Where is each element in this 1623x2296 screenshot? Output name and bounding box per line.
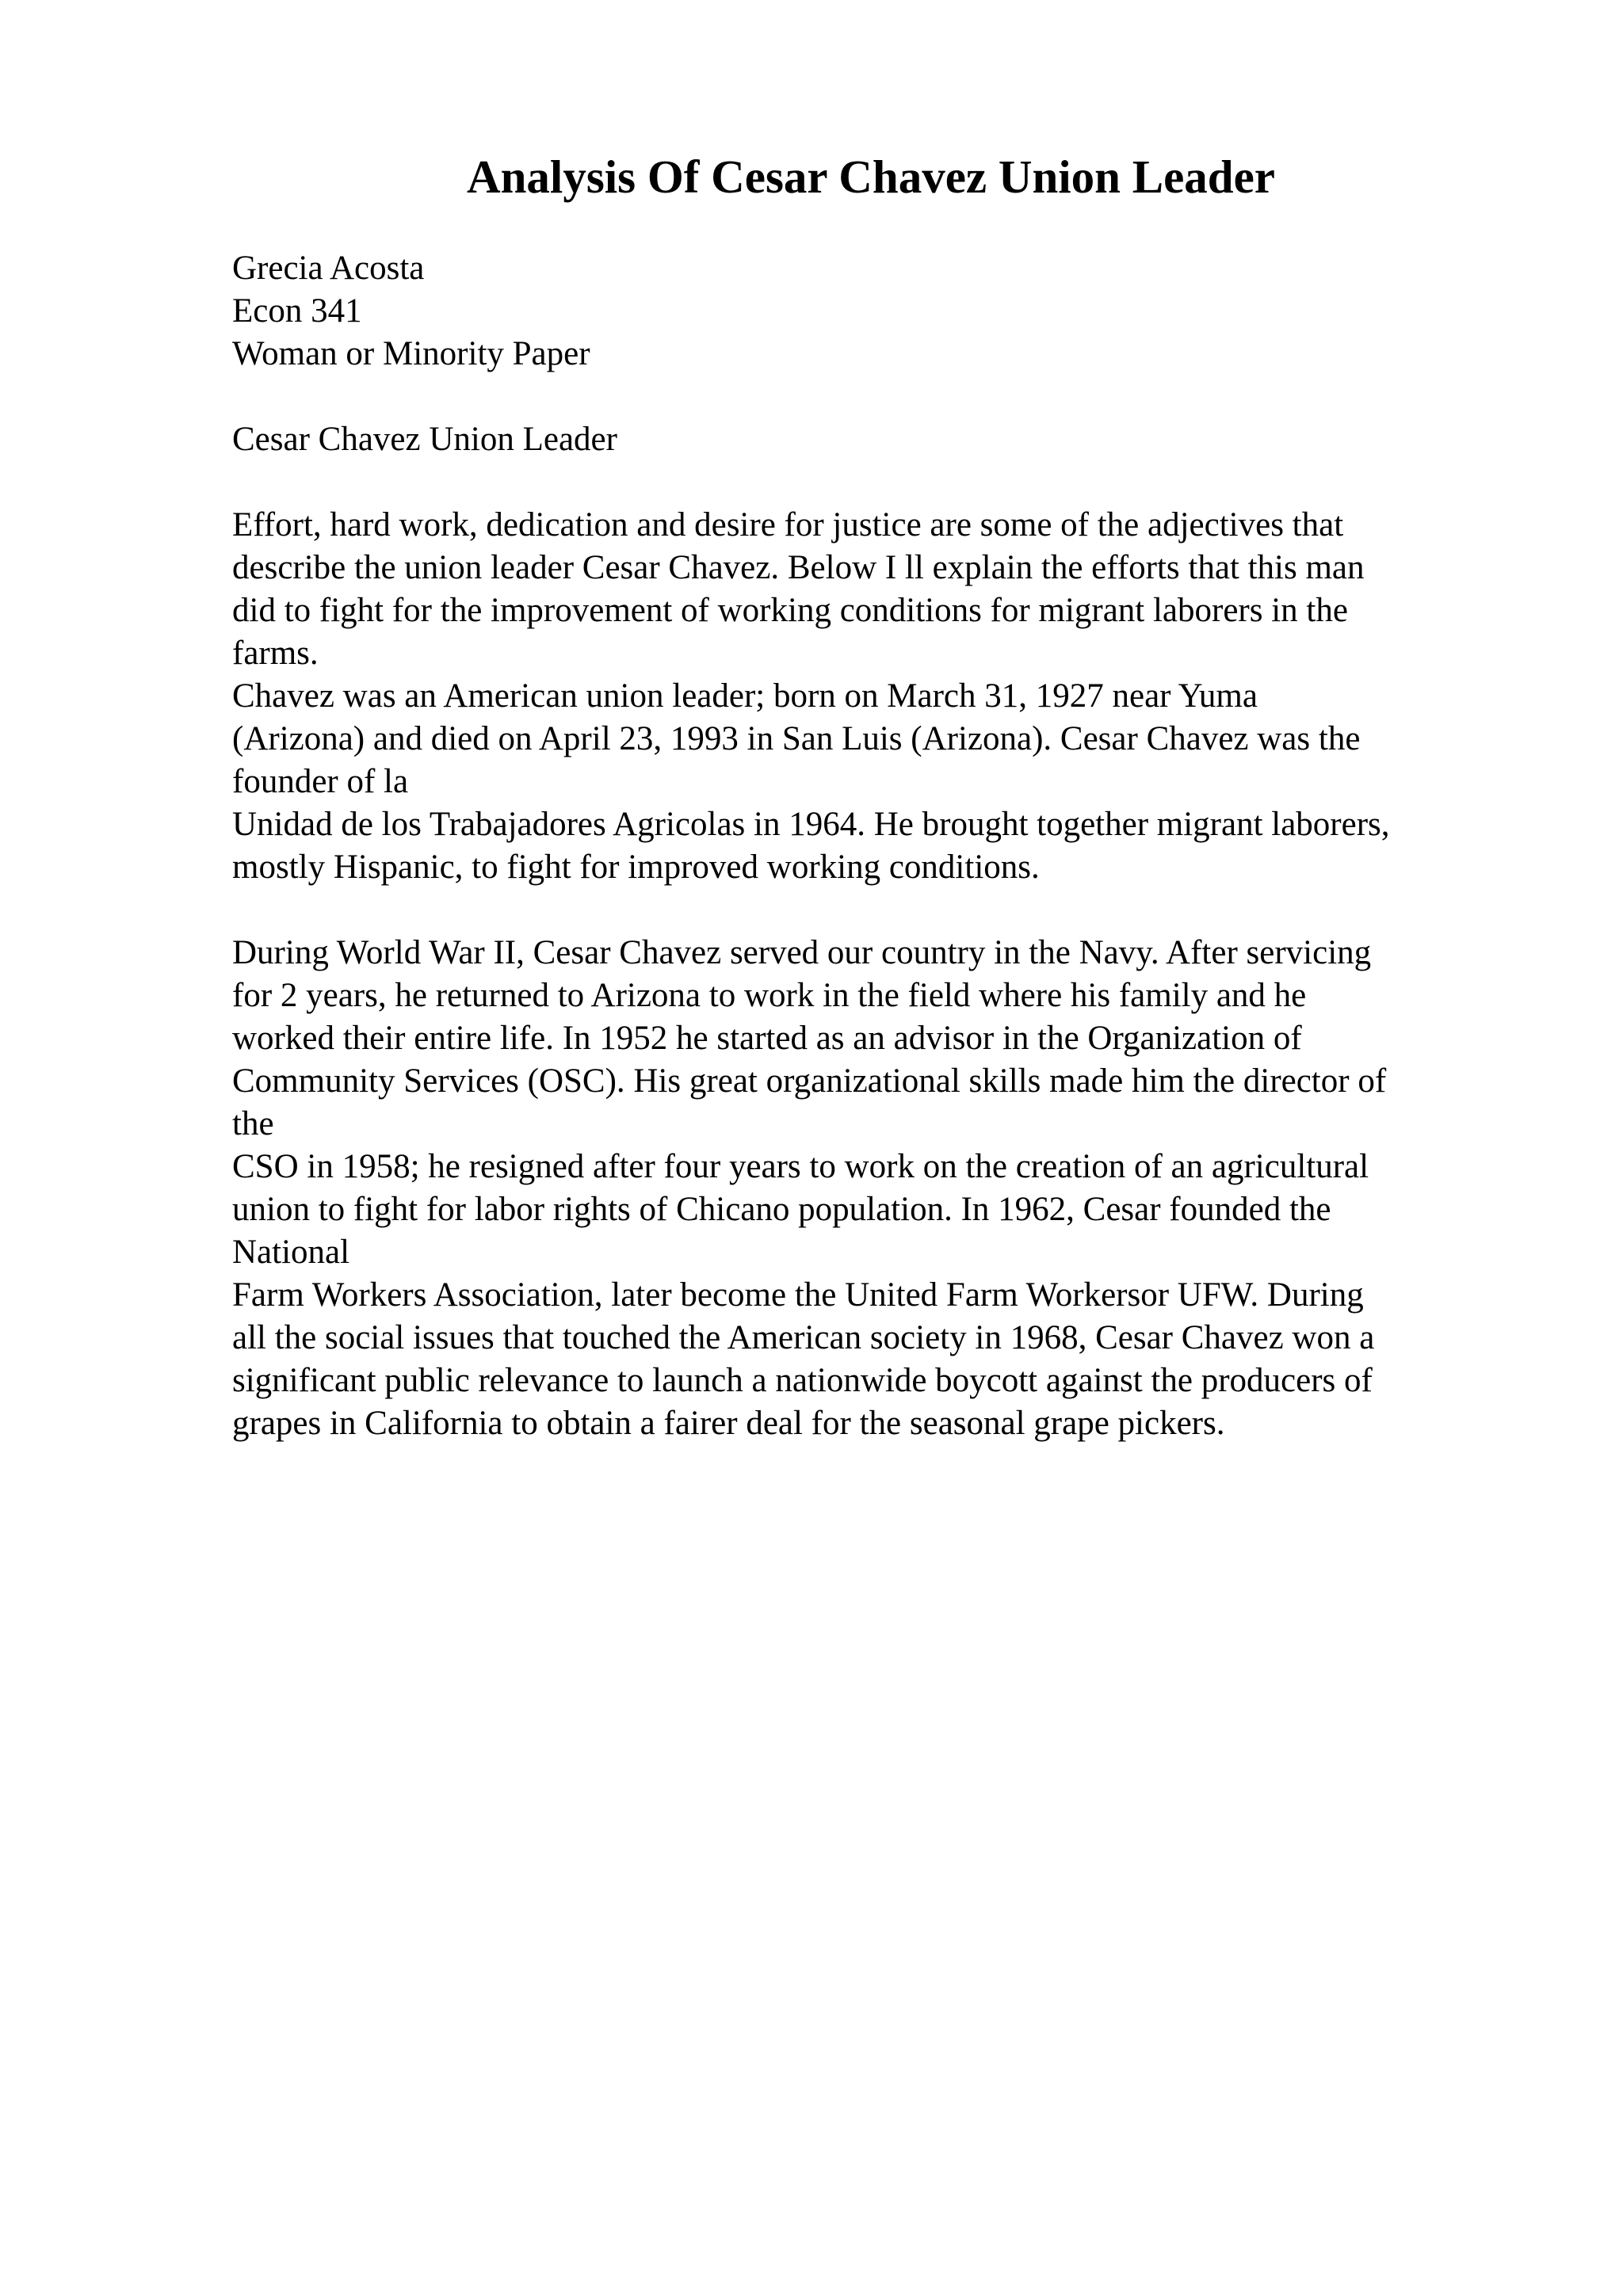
author-name: Grecia Acosta (232, 250, 425, 287)
paragraph-line: Chavez was an American union leader; born on March 31, 1927 near Yuma (232, 677, 1258, 715)
paragraph-line: union to fight for labor rights of Chicano population. In 1962, Cesar founded the (232, 1191, 1331, 1228)
spacer (232, 889, 1516, 932)
paper-subtitle: Cesar Chavez Union Leader (232, 421, 617, 458)
paragraph-line: Unidad de los Trabajadores Agricolas in 1964. He brought together migrant laborers, (232, 806, 1390, 843)
paragraph-line: grapes in California to obtain a fairer deal for the seasonal grape pickers. (232, 1405, 1225, 1442)
document-title: Analysis Of Cesar Chavez Union Leader (467, 151, 1275, 203)
paragraph-line: worked their entire life. In 1952 he started as an advisor in the Organization of (232, 1020, 1302, 1057)
paragraph-line: did to fight for the improvement of working conditions for migrant laborers in the (232, 592, 1348, 629)
paragraph-1 (232, 504, 1516, 889)
paragraph-line: the (232, 1105, 274, 1142)
paragraph-line: for 2 years, he returned to Arizona to work in the field where his family and he (232, 977, 1307, 1014)
spacer (232, 461, 1516, 504)
paragraph-line: describe the union leader Cesar Chavez. Below I ll explain the efforts that this man (232, 549, 1365, 586)
paragraph-line: founder of la (232, 763, 409, 800)
paragraph-line: significant public relevance to launch a nationwide boycott against the producers of (232, 1362, 1373, 1399)
paragraph-line: CSO in 1958; he resigned after four years to work on the creation of an agricultural (232, 1148, 1369, 1185)
course-name: Econ 341 (232, 292, 362, 330)
spacer (232, 376, 1516, 418)
paragraph-line: Farm Workers Association, later become the United Farm Workersor UFW. During (232, 1276, 1364, 1314)
paragraph-line: During World War II, Cesar Chavez served our country in the Navy. After servicing (232, 934, 1372, 971)
paragraph-line: Community Services (OSC). His great organizational skills made him the director of (232, 1062, 1387, 1100)
document-body (232, 247, 1516, 1445)
paragraph-line: National (232, 1234, 350, 1271)
paper-type: Woman or Minority Paper (232, 335, 590, 372)
paragraph-2 (232, 932, 1516, 1445)
paragraph-line: mostly Hispanic, to fight for improved working conditions. (232, 849, 1040, 886)
paragraph-line: farms. (232, 635, 319, 672)
paragraph-line: Effort, hard work, dedication and desire for justice are some of the adjectives that (232, 506, 1344, 543)
paragraph-line: (Arizona) and died on April 23, 1993 in San Luis (Arizona). Cesar Chavez was the (232, 720, 1361, 757)
paragraph-line: all the social issues that touched the American society in 1968, Cesar Chavez won a (232, 1319, 1375, 1356)
